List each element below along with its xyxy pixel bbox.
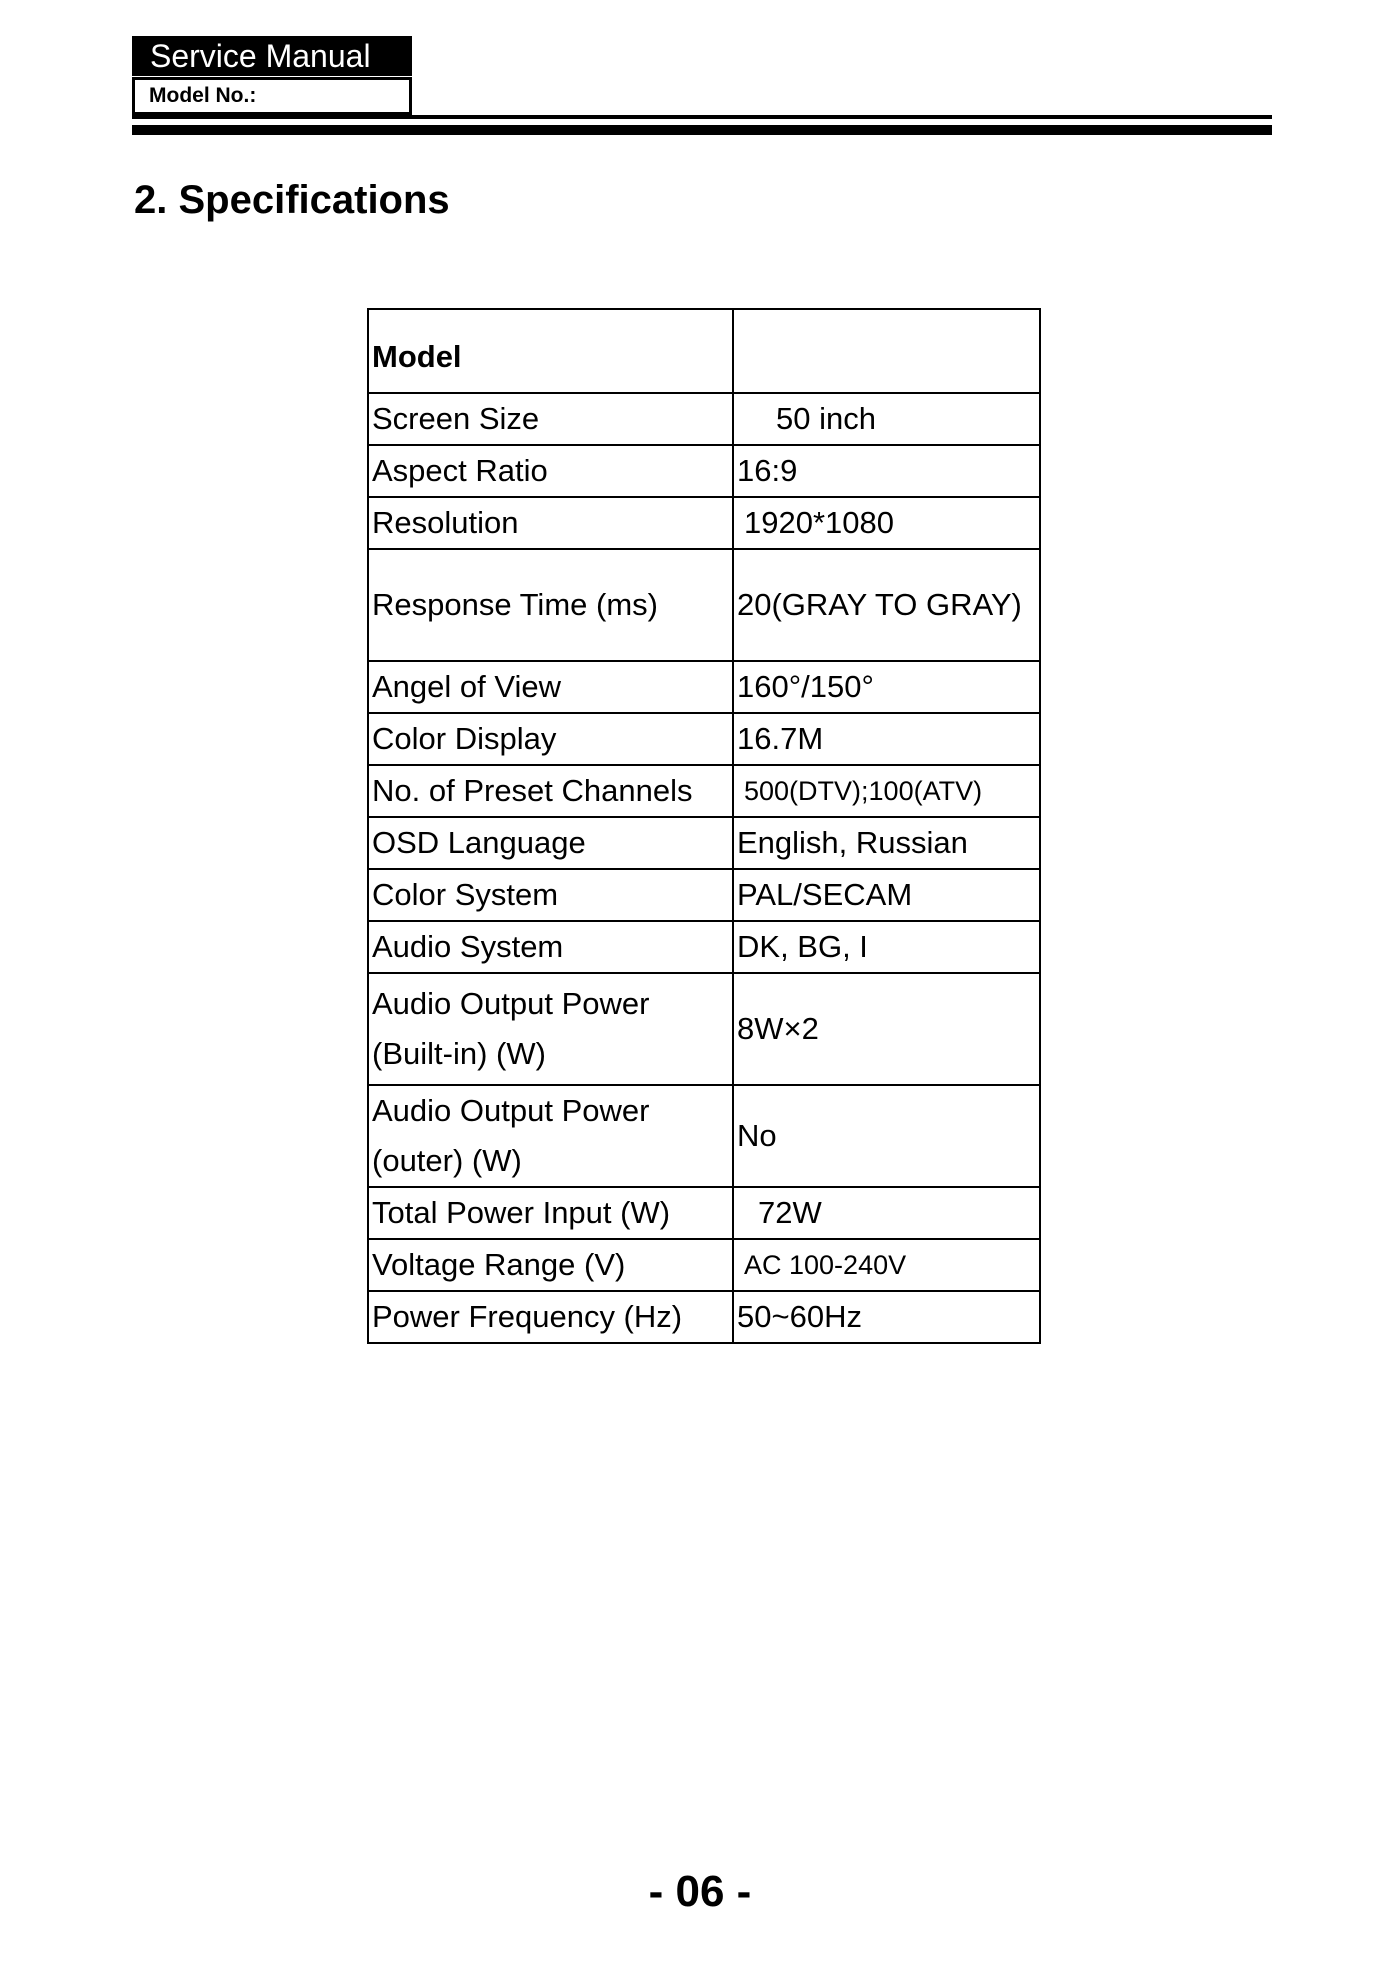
- spec-label: Screen Size: [368, 393, 733, 445]
- spec-label: OSD Language: [368, 817, 733, 869]
- spec-value: 16:9: [733, 445, 1040, 497]
- spec-label: Audio System: [368, 921, 733, 973]
- table-row: [368, 713, 1040, 765]
- spec-label: Color Display: [368, 713, 733, 765]
- page-number: - 06 -: [648, 1867, 752, 1916]
- table-row: [368, 1085, 1040, 1187]
- spec-value: DK, BG, I: [733, 921, 1040, 973]
- table-row: [368, 549, 1040, 661]
- table-row: [368, 393, 1040, 445]
- table-row: [368, 497, 1040, 549]
- spec-label: Response Time (ms): [368, 549, 733, 661]
- table-row: [368, 921, 1040, 973]
- spec-label: Aspect Ratio: [368, 445, 733, 497]
- spec-label: Power Frequency (Hz): [368, 1291, 733, 1343]
- header-rule-thick: [132, 125, 1272, 135]
- spec-label: Total Power Input (W): [368, 1187, 733, 1239]
- spec-value: 16.7M: [733, 713, 1040, 765]
- spec-value: PAL/SECAM: [733, 869, 1040, 921]
- spec-value: English, Russian: [733, 817, 1040, 869]
- spec-value: 50 inch: [733, 393, 1040, 445]
- spec-value: 500(DTV);100(ATV): [733, 765, 1040, 817]
- spec-value: 72W: [733, 1187, 1040, 1239]
- model-number-label: Model No.:: [132, 77, 412, 115]
- table-row: [368, 869, 1040, 921]
- spec-label: No. of Preset Channels: [368, 765, 733, 817]
- spec-value: 50~60Hz: [733, 1291, 1040, 1343]
- spec-value: 8W×2: [733, 973, 1040, 1085]
- table-row: [368, 1291, 1040, 1343]
- specifications-table: [367, 308, 1041, 1344]
- table-row: [368, 309, 1040, 393]
- table-row: [368, 1187, 1040, 1239]
- spec-label: Voltage Range (V): [368, 1239, 733, 1291]
- spec-label: Model: [368, 309, 733, 393]
- spec-value: [733, 309, 1040, 393]
- spec-value: 1920*1080: [733, 497, 1040, 549]
- spec-label: Color System: [368, 869, 733, 921]
- table-row: [368, 973, 1040, 1085]
- spec-label: Audio Output Power (Built-in) (W): [368, 973, 733, 1085]
- header-rule-thin: [132, 115, 1272, 119]
- table-row: [368, 817, 1040, 869]
- spec-value: 160°/150°: [733, 661, 1040, 713]
- spec-label: Audio Output Power (outer) (W): [368, 1085, 733, 1187]
- table-row: [368, 765, 1040, 817]
- spec-label: Angel of View: [368, 661, 733, 713]
- section-title: 2. Specifications: [134, 178, 450, 222]
- spec-value: 20(GRAY TO GRAY): [733, 549, 1040, 661]
- manual-title: Service Manual: [132, 36, 412, 76]
- table-row: [368, 445, 1040, 497]
- spec-label: Resolution: [368, 497, 733, 549]
- spec-value: AC 100-240V: [733, 1239, 1040, 1291]
- spec-value: No: [733, 1085, 1040, 1187]
- table-row: [368, 1239, 1040, 1291]
- table-row: [368, 661, 1040, 713]
